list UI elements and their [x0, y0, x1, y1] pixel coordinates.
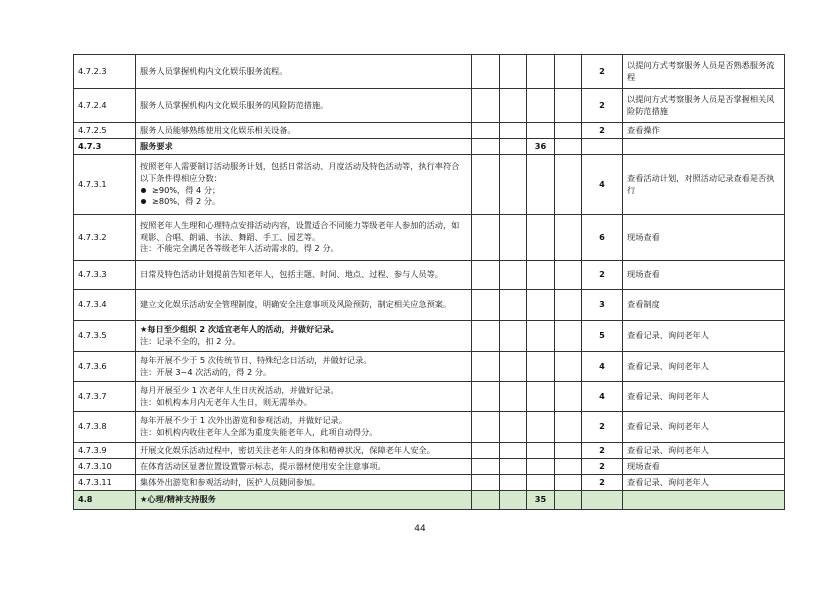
content-text: 按照老年人需要制订活动服务计划，包括日常活动、月度活动及特色活动等，执行率符合以下条件得相应分数： — [140, 160, 460, 183]
table-row — [74, 491, 785, 510]
empty-cell — [555, 215, 582, 261]
empty-cell — [500, 382, 527, 412]
content-text: 建立文化娱乐活动安全管理制度，明确安全注意事项及风险预防，制定相关应急预案。 — [140, 299, 452, 310]
content-line — [140, 415, 467, 427]
method-cell: 查看记录、询问老年人 — [623, 382, 785, 412]
empty-cell — [555, 290, 582, 321]
score-cell — [582, 139, 623, 155]
empty-cell — [555, 123, 582, 139]
item-code: 4.8 — [74, 491, 136, 510]
method-cell: 以提问方式考察服务人员是否掌握相关风险防范措施 — [623, 89, 785, 123]
content-line — [140, 243, 467, 255]
item-code: 4.7.3.5 — [74, 321, 136, 352]
score-cell: 2 — [582, 459, 623, 475]
method-cell: 查看记录、询问老年人 — [623, 412, 785, 443]
item-content — [136, 475, 472, 491]
content-line — [140, 461, 467, 473]
item-code: 4.7.3.1 — [74, 155, 136, 215]
subtotal-cell — [527, 412, 555, 443]
content-text: 服务人员掌握机构内文化娱乐服务流程。 — [140, 65, 288, 76]
item-content — [136, 459, 472, 475]
empty-cell — [500, 290, 527, 321]
content-line — [140, 385, 467, 397]
content-text: 注：如机构内收住老年人全部为重度失能老年人，此项自动得分。 — [140, 427, 378, 437]
empty-cell — [500, 412, 527, 443]
item-content — [136, 443, 472, 459]
content-text: 集体外出游览和参观活动时，医护人员随同参加。 — [140, 476, 321, 487]
content-text: 注：不能完全满足各等级老年人活动需求的，得 2 分。 — [140, 243, 339, 254]
content-line — [140, 445, 467, 457]
content-line — [140, 220, 467, 244]
score-cell: 4 — [582, 382, 623, 412]
subtotal-cell: 36 — [527, 139, 555, 155]
empty-cell — [555, 321, 582, 352]
content-text: ★每日至少组织 2 次适宜老年人的活动，并做好记录。 — [140, 324, 339, 335]
score-cell: 2 — [582, 55, 623, 89]
empty-cell — [472, 55, 500, 89]
method-cell: 查看记录、询问老年人 — [623, 321, 785, 352]
subtotal-cell — [527, 290, 555, 321]
content-line — [140, 427, 467, 439]
content-line — [140, 125, 467, 137]
score-cell: 6 — [582, 215, 623, 261]
content-line — [140, 336, 467, 348]
empty-cell — [472, 290, 500, 321]
item-content — [136, 215, 472, 261]
empty-cell — [555, 89, 582, 123]
empty-cell — [500, 443, 527, 459]
item-content — [136, 261, 472, 290]
method-cell: 现场查看 — [623, 261, 785, 290]
empty-cell — [472, 412, 500, 443]
empty-cell — [472, 491, 500, 510]
subtotal-cell — [527, 443, 555, 459]
content-text: 开展文化娱乐活动过程中，密切关注老年人的身体和精神状况，保障老年人安全。 — [140, 444, 435, 455]
empty-cell — [472, 139, 500, 155]
subtotal-cell — [527, 215, 555, 261]
content-line — [140, 355, 467, 367]
empty-cell — [555, 382, 582, 412]
table-row — [74, 412, 785, 443]
item-code: 4.7.3 — [74, 139, 136, 155]
empty-cell — [500, 321, 527, 352]
item-code: 4.7.2.3 — [74, 55, 136, 89]
empty-cell — [555, 261, 582, 290]
content-line — [140, 477, 467, 489]
table-row — [74, 352, 785, 382]
content-text: 日常及特色活动计划提前告知老年人，包括主题、时间、地点、过程、参与人员等。 — [140, 269, 443, 280]
score-cell: 2 — [582, 123, 623, 139]
item-content — [136, 321, 472, 352]
content-line — [140, 397, 467, 409]
content-line — [140, 66, 467, 78]
subtotal-cell: 35 — [527, 491, 555, 510]
item-code: 4.7.3.10 — [74, 459, 136, 475]
item-code: 4.7.3.11 — [74, 475, 136, 491]
table-row — [74, 443, 785, 459]
item-code: 4.7.2.5 — [74, 123, 136, 139]
content-text: ≥80%，得 2 分。 — [152, 196, 221, 207]
content-text: 注：记录不全的，扣 2 分。 — [140, 336, 241, 346]
subtotal-cell — [527, 321, 555, 352]
score-cell: 2 — [582, 89, 623, 123]
content-line — [140, 161, 467, 185]
content-line — [140, 185, 467, 197]
method-cell — [623, 491, 785, 510]
subtotal-cell — [527, 123, 555, 139]
subtotal-cell — [527, 89, 555, 123]
score-cell: 2 — [582, 475, 623, 491]
subtotal-cell — [527, 55, 555, 89]
content-line — [140, 100, 467, 112]
item-content — [136, 123, 472, 139]
table-row — [74, 89, 785, 123]
empty-cell — [500, 215, 527, 261]
subtotal-cell — [527, 382, 555, 412]
method-cell: 以提问方式考察服务人员是否熟悉服务流程 — [623, 55, 785, 89]
empty-cell — [500, 155, 527, 215]
content-text: 每年开展不少于 1 次外出游览和参观活动，并做好记录。 — [140, 415, 347, 426]
item-code: 4.7.3.4 — [74, 290, 136, 321]
score-cell: 2 — [582, 412, 623, 443]
empty-cell — [555, 443, 582, 459]
method-cell: 现场查看 — [623, 459, 785, 475]
method-cell: 查看活动计划，对照活动记录查看是否执行 — [623, 155, 785, 215]
empty-cell — [472, 443, 500, 459]
content-text: ★心理/精神支持服务 — [140, 494, 216, 505]
score-cell: 5 — [582, 321, 623, 352]
item-content — [136, 352, 472, 382]
empty-cell — [472, 155, 500, 215]
empty-cell — [500, 352, 527, 382]
empty-cell — [500, 491, 527, 510]
item-code: 4.7.3.3 — [74, 261, 136, 290]
empty-cell — [500, 89, 527, 123]
score-cell: 4 — [582, 155, 623, 215]
empty-cell — [555, 459, 582, 475]
table-row — [74, 321, 785, 352]
table-row — [74, 261, 785, 290]
content-text: 服务人员掌握机构内文化娱乐服务的风险防范措施。 — [140, 99, 329, 110]
content-line — [140, 141, 467, 153]
content-text: 每年开展不少于 5 次传统节日、特殊纪念日活动，并做好记录。 — [140, 354, 372, 365]
item-content — [136, 155, 472, 215]
content-line — [140, 324, 467, 336]
empty-cell — [472, 89, 500, 123]
method-cell — [623, 139, 785, 155]
item-content — [136, 89, 472, 123]
item-code: 4.7.3.8 — [74, 412, 136, 443]
empty-cell — [472, 352, 500, 382]
method-cell: 查看记录、询问老年人 — [623, 443, 785, 459]
empty-cell — [555, 412, 582, 443]
bullet-icon — [141, 199, 146, 204]
empty-cell — [500, 139, 527, 155]
table-row — [74, 139, 785, 155]
empty-cell — [472, 382, 500, 412]
item-code: 4.7.2.4 — [74, 89, 136, 123]
content-line — [140, 299, 467, 311]
content-line — [140, 269, 467, 281]
item-content — [136, 412, 472, 443]
subtotal-cell — [527, 459, 555, 475]
table-row — [74, 155, 785, 215]
method-cell: 现场查看 — [623, 215, 785, 261]
empty-cell — [555, 55, 582, 89]
table-row — [74, 55, 785, 89]
method-cell: 查看操作 — [623, 123, 785, 139]
item-code: 4.7.3.2 — [74, 215, 136, 261]
item-code: 4.7.3.7 — [74, 382, 136, 412]
page-number: 44 — [414, 524, 426, 534]
method-cell: 查看记录、询问老年人 — [623, 352, 785, 382]
content-text: 每月开展至少 1 次老年人生日庆祝活动，并做好记录。 — [140, 384, 339, 395]
standard-table — [73, 54, 785, 510]
score-cell: 4 — [582, 352, 623, 382]
table-row — [74, 290, 785, 321]
empty-cell — [472, 475, 500, 491]
subtotal-cell — [527, 155, 555, 215]
empty-cell — [555, 352, 582, 382]
item-code: 4.7.3.6 — [74, 352, 136, 382]
item-content — [136, 382, 472, 412]
empty-cell — [555, 139, 582, 155]
subtotal-cell — [527, 261, 555, 290]
content-text: 服务人员能够熟练使用文化娱乐相关设备。 — [140, 124, 296, 135]
score-cell: 3 — [582, 290, 623, 321]
empty-cell — [555, 475, 582, 491]
score-cell: 2 — [582, 443, 623, 459]
content-text: 服务要求 — [140, 140, 173, 151]
score-cell: 2 — [582, 261, 623, 290]
table-row — [74, 215, 785, 261]
content-text: 按照老年人生理和心理特点安排活动内容，设置适合不同能力等级老年人参加的活动，如观影、合唱、朗诵、书法、舞蹈、手工、园艺等。 — [140, 219, 460, 242]
subtotal-cell — [527, 352, 555, 382]
table-row — [74, 459, 785, 475]
table-row — [74, 475, 785, 491]
empty-cell — [500, 459, 527, 475]
subtotal-cell — [527, 475, 555, 491]
content-text: 注：开展 3~4 次活动的，得 2 分。 — [140, 366, 272, 377]
item-content — [136, 290, 472, 321]
empty-cell — [555, 491, 582, 510]
empty-cell — [472, 321, 500, 352]
empty-cell — [500, 475, 527, 491]
empty-cell — [500, 261, 527, 290]
table-row — [74, 123, 785, 139]
content-line — [140, 367, 467, 379]
empty-cell — [555, 155, 582, 215]
empty-cell — [500, 55, 527, 89]
content-text: ≥90%，得 4 分； — [152, 184, 221, 195]
empty-cell — [472, 123, 500, 139]
bullet-icon — [141, 188, 146, 193]
content-line — [140, 196, 467, 208]
item-content — [136, 139, 472, 155]
empty-cell — [472, 215, 500, 261]
content-text: 注：如机构本月内无老年人生日，则无需举办。 — [140, 396, 312, 407]
score-cell — [582, 491, 623, 510]
content-text: 在体育活动区显著位置设置警示标志，提示器材使用安全注意事项。 — [140, 460, 386, 471]
empty-cell — [472, 459, 500, 475]
empty-cell — [500, 123, 527, 139]
method-cell: 查看记录、询问老年人 — [623, 475, 785, 491]
method-cell: 查看制度 — [623, 290, 785, 321]
item-content — [136, 491, 472, 510]
empty-cell — [472, 261, 500, 290]
table-row — [74, 382, 785, 412]
item-content — [136, 55, 472, 89]
content-line — [140, 494, 467, 506]
item-code: 4.7.3.9 — [74, 443, 136, 459]
